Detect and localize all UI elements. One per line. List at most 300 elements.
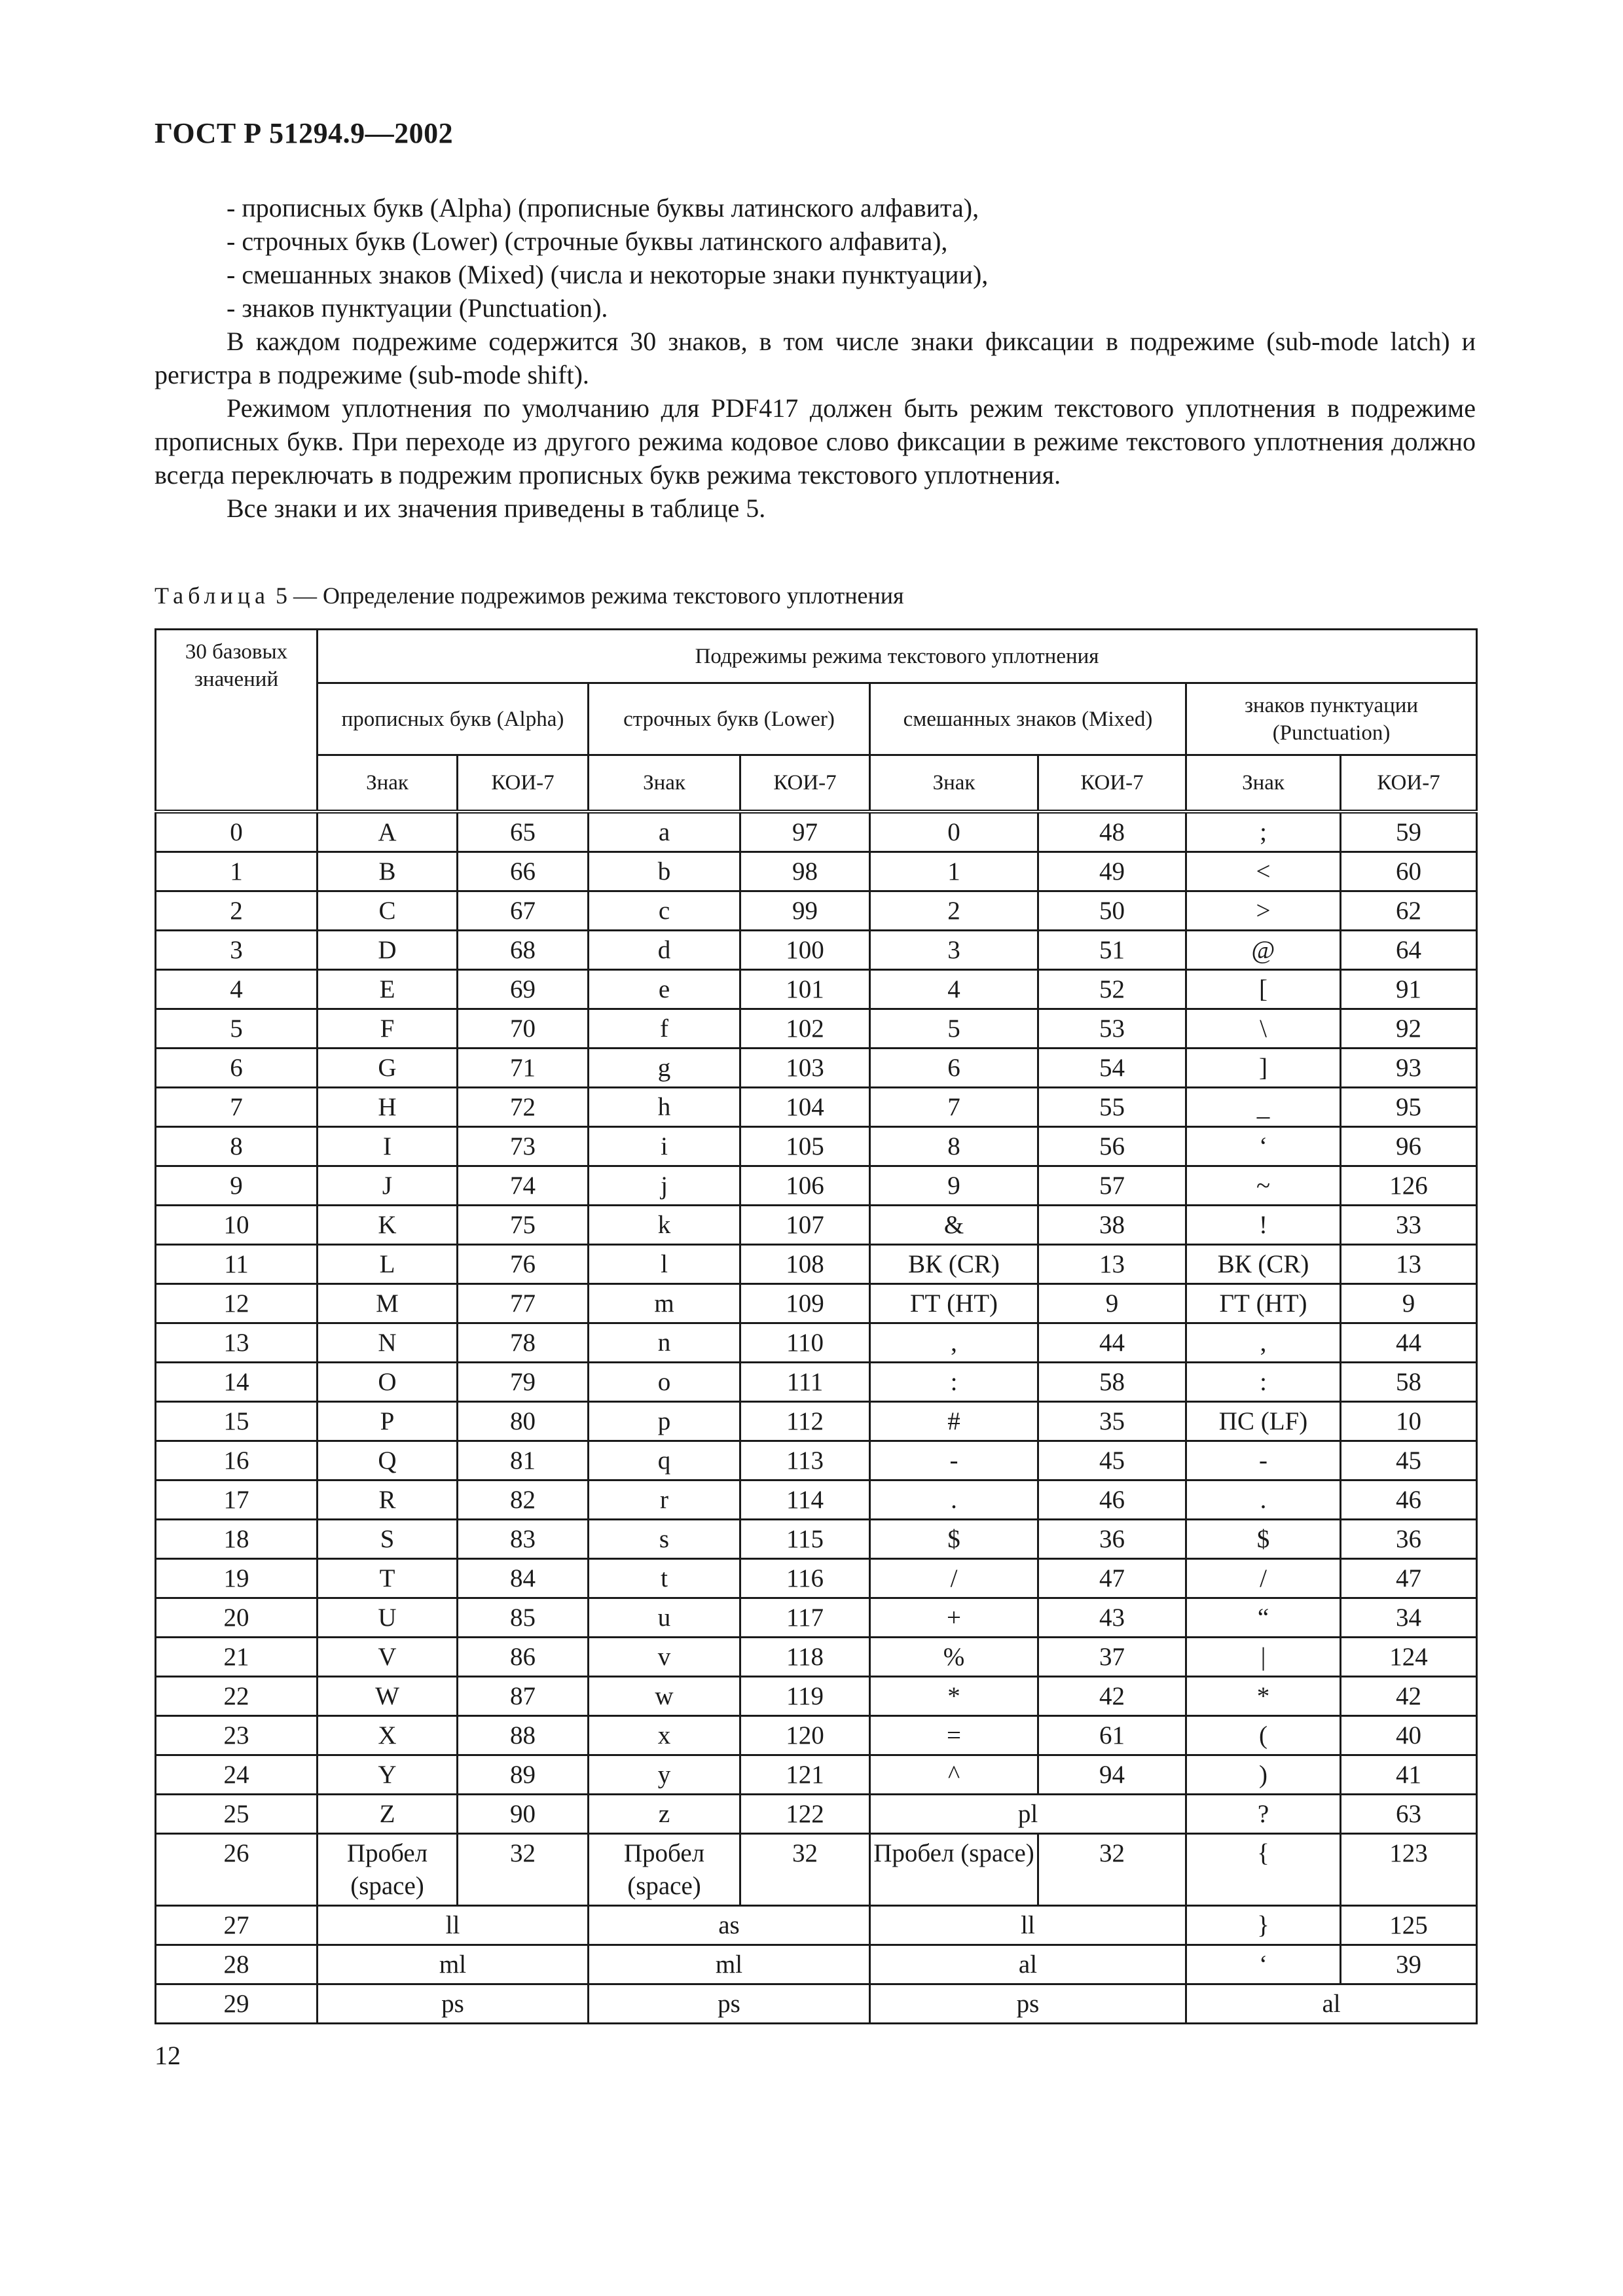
table-cell: | — [1186, 1637, 1341, 1676]
table-cell: 73 — [458, 1126, 589, 1166]
header-alpha-code: КОИ-7 — [458, 755, 589, 812]
table-cell: 84 — [458, 1558, 589, 1598]
table-cell: 64 — [1341, 930, 1477, 969]
table-cell: 76 — [458, 1244, 589, 1283]
table-cell: ml — [589, 1945, 870, 1984]
table-caption-text: 5 — Определение подрежимов режима текстового уплотнения — [269, 583, 904, 609]
table-cell: * — [870, 1676, 1038, 1715]
header-submodes-group: Подрежимы режима текстового уплотнения — [318, 630, 1477, 683]
table-cell: V — [318, 1637, 458, 1676]
table-row — [156, 1048, 1477, 1087]
table-cell: 14 — [156, 1362, 318, 1401]
table-cell: 110 — [740, 1323, 870, 1362]
table-cell: t — [589, 1558, 740, 1598]
table-row — [156, 1598, 1477, 1637]
table-cell: 56 — [1038, 1126, 1186, 1166]
table-cell: M — [318, 1283, 458, 1323]
table-cell: 28 — [156, 1945, 318, 1984]
table-cell: B — [318, 852, 458, 891]
table-row — [156, 1441, 1477, 1480]
table-cell: < — [1186, 852, 1341, 891]
table-row — [156, 1480, 1477, 1519]
table-cell: 92 — [1341, 1009, 1477, 1048]
table-cell: 58 — [1038, 1362, 1186, 1401]
table-cell: R — [318, 1480, 458, 1519]
table-cell: = — [870, 1715, 1038, 1755]
table-row — [156, 1323, 1477, 1362]
table-cell: K — [318, 1205, 458, 1244]
table-cell: - — [1186, 1441, 1341, 1480]
table-cell: 24 — [156, 1755, 318, 1794]
table-cell: 25 — [156, 1794, 318, 1833]
table-cell: 4 — [156, 969, 318, 1009]
table-cell: ВК (CR) — [870, 1244, 1038, 1283]
table-cell: Z — [318, 1794, 458, 1833]
table-cell: “ — [1186, 1598, 1341, 1637]
table-cell: 35 — [1038, 1401, 1186, 1441]
table-cell: 13 — [156, 1323, 318, 1362]
submode-table — [155, 628, 1478, 2024]
table-cell: \ — [1186, 1009, 1341, 1048]
table-cell: N — [318, 1323, 458, 1362]
table-cell: 93 — [1341, 1048, 1477, 1087]
table-body — [156, 812, 1477, 2024]
table-cell: ГТ (HT) — [1186, 1283, 1341, 1323]
table-cell: $ — [1186, 1519, 1341, 1558]
table-cell: 40 — [1341, 1715, 1477, 1755]
table-cell: 105 — [740, 1126, 870, 1166]
body-text — [155, 191, 1476, 525]
table-cell: : — [1186, 1362, 1341, 1401]
table-cell: ; — [1186, 812, 1341, 852]
table-cell: 3 — [870, 930, 1038, 969]
table-cell: 5 — [870, 1009, 1038, 1048]
table-row — [156, 1637, 1477, 1676]
table-cell: X — [318, 1715, 458, 1755]
table-cell: 22 — [156, 1676, 318, 1715]
table-cell: 120 — [740, 1715, 870, 1755]
table-cell: 104 — [740, 1087, 870, 1126]
table-cell: G — [318, 1048, 458, 1087]
table-cell: 34 — [1341, 1598, 1477, 1637]
table-cell: 10 — [156, 1205, 318, 1244]
table-row — [156, 852, 1477, 891]
table-cell: 96 — [1341, 1126, 1477, 1166]
table-cell: 47 — [1038, 1558, 1186, 1598]
table-caption-label: Таблица — [155, 583, 270, 609]
table-cell: 118 — [740, 1637, 870, 1676]
table-cell: 111 — [740, 1362, 870, 1401]
table-cell: 13 — [1341, 1244, 1477, 1283]
table-cell: 124 — [1341, 1637, 1477, 1676]
table-cell: 122 — [740, 1794, 870, 1833]
table-cell: Q — [318, 1441, 458, 1480]
table-cell: H — [318, 1087, 458, 1126]
table-cell: ‘ — [1186, 1945, 1341, 1984]
table-cell: L — [318, 1244, 458, 1283]
table-row — [156, 1794, 1477, 1833]
table-cell: 50 — [1038, 891, 1186, 930]
table-row — [156, 1945, 1477, 1984]
table-cell: 44 — [1341, 1323, 1477, 1362]
table-cell: w — [589, 1676, 740, 1715]
table-cell: , — [870, 1323, 1038, 1362]
table-cell: & — [870, 1205, 1038, 1244]
table-cell: 88 — [458, 1715, 589, 1755]
table-caption — [155, 581, 904, 610]
table-cell: Y — [318, 1755, 458, 1794]
table-cell: - — [870, 1441, 1038, 1480]
list-item-punctuation: - знаков пунктуации (Punctuation). — [227, 293, 608, 323]
table-cell: { — [1186, 1833, 1341, 1905]
table-cell: 98 — [740, 852, 870, 891]
table-row — [156, 1166, 1477, 1205]
list-item-alpha: - прописных букв (Alpha) (прописные буквы латинского алфавита), — [227, 193, 979, 223]
table-cell: 32 — [740, 1833, 870, 1905]
table-cell: 23 — [156, 1715, 318, 1755]
table-cell: 42 — [1038, 1676, 1186, 1715]
table-cell: c — [589, 891, 740, 930]
paragraph-default-mode: Режимом уплотнения по умолчанию для PDF417 должен быть режим текстового уплотнения в подрежиме прописных букв. При переходе из другого режима кодовое слово фиксации в режиме текстового уплотнения должно всегда переключать в подрежим прописных букв режима текстового уплотнения. — [155, 393, 1476, 490]
table-cell: 15 — [156, 1401, 318, 1441]
table-cell: 81 — [458, 1441, 589, 1480]
table-cell: ( — [1186, 1715, 1341, 1755]
table-cell: 100 — [740, 930, 870, 969]
table-cell: q — [589, 1441, 740, 1480]
table-cell: ps — [589, 1984, 870, 2023]
table-cell: a — [589, 812, 740, 852]
table-cell: 97 — [740, 812, 870, 852]
header-base-values: 30 базовых значений — [156, 630, 318, 812]
table-cell: > — [1186, 891, 1341, 930]
table-cell: ~ — [1186, 1166, 1341, 1205]
table-cell: 9 — [1038, 1283, 1186, 1323]
header-mixed-code: КОИ-7 — [1038, 755, 1186, 812]
table-cell: 107 — [740, 1205, 870, 1244]
table-cell: ] — [1186, 1048, 1341, 1087]
table-cell: A — [318, 812, 458, 852]
table-cell: 20 — [156, 1598, 318, 1637]
table-cell: 63 — [1341, 1794, 1477, 1833]
table-cell: 33 — [1341, 1205, 1477, 1244]
table-cell: 52 — [1038, 969, 1186, 1009]
table-cell: l — [589, 1244, 740, 1283]
table-cell: as — [589, 1905, 870, 1945]
table-cell: @ — [1186, 930, 1341, 969]
table-cell: 75 — [458, 1205, 589, 1244]
table-cell: d — [589, 930, 740, 969]
table-cell: 48 — [1038, 812, 1186, 852]
table-cell: W — [318, 1676, 458, 1715]
table-cell: 45 — [1038, 1441, 1186, 1480]
table-cell: 29 — [156, 1984, 318, 2023]
table-cell: 6 — [156, 1048, 318, 1087]
table-cell: 109 — [740, 1283, 870, 1323]
table-cell: 9 — [1341, 1283, 1477, 1323]
table-cell: 7 — [156, 1087, 318, 1126]
table-cell: 47 — [1341, 1558, 1477, 1598]
table-cell: pl — [870, 1794, 1186, 1833]
table-cell: F — [318, 1009, 458, 1048]
table-cell: p — [589, 1401, 740, 1441]
table-cell: 68 — [458, 930, 589, 969]
table-cell: 94 — [1038, 1755, 1186, 1794]
table-cell: al — [870, 1945, 1186, 1984]
table-cell: k — [589, 1205, 740, 1244]
table-row — [156, 1244, 1477, 1283]
table-cell: T — [318, 1558, 458, 1598]
table-cell: . — [1186, 1480, 1341, 1519]
table-cell: 12 — [156, 1283, 318, 1323]
table-cell: 36 — [1038, 1519, 1186, 1558]
header-mixed-sign: Знак — [870, 755, 1038, 812]
table-row — [156, 1519, 1477, 1558]
table-cell: , — [1186, 1323, 1341, 1362]
table-cell: j — [589, 1166, 740, 1205]
table-cell: 0 — [870, 812, 1038, 852]
table-cell: 80 — [458, 1401, 589, 1441]
table-cell: 51 — [1038, 930, 1186, 969]
table-cell: 2 — [156, 891, 318, 930]
table-cell: 13 — [1038, 1244, 1186, 1283]
table-cell: 38 — [1038, 1205, 1186, 1244]
table-cell: 57 — [1038, 1166, 1186, 1205]
table-cell: 102 — [740, 1009, 870, 1048]
table-cell: 114 — [740, 1480, 870, 1519]
table-row — [156, 1009, 1477, 1048]
header-lower-code: КОИ-7 — [740, 755, 870, 812]
table-cell: 95 — [1341, 1087, 1477, 1126]
table-cell: P — [318, 1401, 458, 1441]
table-row — [156, 1905, 1477, 1945]
table-cell: 65 — [458, 812, 589, 852]
table-cell: 59 — [1341, 812, 1477, 852]
table-cell: f — [589, 1009, 740, 1048]
table-cell: 60 — [1341, 852, 1477, 891]
table-cell: 106 — [740, 1166, 870, 1205]
table-cell: 115 — [740, 1519, 870, 1558]
table-cell: 112 — [740, 1401, 870, 1441]
paragraph-submode-content: В каждом подрежиме содержится 30 знаков, в том числе знаки фиксации в подрежиме (sub-mode latch) и регистра в подрежиме (sub-mode shift). — [155, 327, 1476, 389]
table-cell: g — [589, 1048, 740, 1087]
table-cell: 0 — [156, 812, 318, 852]
table-cell: ps — [318, 1984, 589, 2023]
table-cell: ! — [1186, 1205, 1341, 1244]
table-cell: 116 — [740, 1558, 870, 1598]
table-cell: 72 — [458, 1087, 589, 1126]
table-cell: ? — [1186, 1794, 1341, 1833]
table-cell: b — [589, 852, 740, 891]
table-cell: 27 — [156, 1905, 318, 1945]
table-cell: 103 — [740, 1048, 870, 1087]
table-cell: ГТ (HT) — [870, 1283, 1038, 1323]
table-cell: 41 — [1341, 1755, 1477, 1794]
paragraph-table-reference: Все знаки и их значения приведены в таблице 5. — [227, 493, 766, 523]
table-cell: S — [318, 1519, 458, 1558]
table-cell: 32 — [458, 1833, 589, 1905]
list-item-mixed: - смешанных знаков (Mixed) (числа и некоторые знаки пунктуации), — [227, 260, 989, 289]
table-cell: 2 — [870, 891, 1038, 930]
table-cell: / — [1186, 1558, 1341, 1598]
header-alpha-sign: Знак — [318, 755, 458, 812]
table-cell: 1 — [156, 852, 318, 891]
table-cell: 108 — [740, 1244, 870, 1283]
table-cell: 101 — [740, 969, 870, 1009]
table-row — [156, 1755, 1477, 1794]
header-submode-mixed: смешанных знаков (Mixed) — [870, 683, 1186, 755]
table-cell: 89 — [458, 1755, 589, 1794]
table-cell: ПС (LF) — [1186, 1401, 1341, 1441]
table-cell: 43 — [1038, 1598, 1186, 1637]
table-cell: 8 — [156, 1126, 318, 1166]
table-cell: 54 — [1038, 1048, 1186, 1087]
table-row — [156, 891, 1477, 930]
table-cell: 18 — [156, 1519, 318, 1558]
table-cell: D — [318, 930, 458, 969]
table-cell: ml — [318, 1945, 589, 1984]
table-cell: 36 — [1341, 1519, 1477, 1558]
table-cell: m — [589, 1283, 740, 1323]
table-cell: 99 — [740, 891, 870, 930]
table-cell: 3 — [156, 930, 318, 969]
table-cell: E — [318, 969, 458, 1009]
document-header: ГОСТ Р 51294.9—2002 — [155, 117, 454, 149]
table-cell: 39 — [1341, 1945, 1477, 1984]
table-cell: o — [589, 1362, 740, 1401]
table-cell: 83 — [458, 1519, 589, 1558]
table-cell: z — [589, 1794, 740, 1833]
table-cell: 77 — [458, 1283, 589, 1323]
table-cell: 9 — [870, 1166, 1038, 1205]
table-cell: 67 — [458, 891, 589, 930]
table-cell: 85 — [458, 1598, 589, 1637]
table-cell: 71 — [458, 1048, 589, 1087]
table-cell: 6 — [870, 1048, 1038, 1087]
table-cell: 79 — [458, 1362, 589, 1401]
table-cell: ‘ — [1186, 1126, 1341, 1166]
table-cell: U — [318, 1598, 458, 1637]
header-lower-sign: Знак — [589, 755, 740, 812]
table-cell: 1 — [870, 852, 1038, 891]
table-cell: u — [589, 1598, 740, 1637]
table-cell: 87 — [458, 1676, 589, 1715]
table-cell: s — [589, 1519, 740, 1558]
table-cell: : — [870, 1362, 1038, 1401]
table-row — [156, 812, 1477, 852]
table-cell: 53 — [1038, 1009, 1186, 1048]
table-row — [156, 1984, 1477, 2023]
table-cell: 91 — [1341, 969, 1477, 1009]
table-cell: 46 — [1038, 1480, 1186, 1519]
table-cell: O — [318, 1362, 458, 1401]
table-cell: 32 — [1038, 1833, 1186, 1905]
table-cell: 37 — [1038, 1637, 1186, 1676]
table-cell: 44 — [1038, 1323, 1186, 1362]
table-row — [156, 1205, 1477, 1244]
table-cell: 21 — [156, 1637, 318, 1676]
table-cell: ВК (CR) — [1186, 1244, 1341, 1283]
table-cell: n — [589, 1323, 740, 1362]
table-cell: v — [589, 1637, 740, 1676]
table-cell: 117 — [740, 1598, 870, 1637]
table-cell: } — [1186, 1905, 1341, 1945]
table-cell: 26 — [156, 1833, 318, 1905]
table-cell: * — [1186, 1676, 1341, 1715]
table-cell: 46 — [1341, 1480, 1477, 1519]
table-cell: 7 — [870, 1087, 1038, 1126]
table-row — [156, 969, 1477, 1009]
table-cell: 58 — [1341, 1362, 1477, 1401]
table-cell: 113 — [740, 1441, 870, 1480]
table-row — [156, 1833, 1477, 1905]
table-cell: ps — [870, 1984, 1186, 2023]
table-cell: J — [318, 1166, 458, 1205]
table-cell: _ — [1186, 1087, 1341, 1126]
table-cell: 10 — [1341, 1401, 1477, 1441]
table-cell: 90 — [458, 1794, 589, 1833]
table-cell: 11 — [156, 1244, 318, 1283]
table-cell: 70 — [458, 1009, 589, 1048]
table-cell: [ — [1186, 969, 1341, 1009]
table-cell: 42 — [1341, 1676, 1477, 1715]
table-cell: . — [870, 1480, 1038, 1519]
table-cell: 86 — [458, 1637, 589, 1676]
table-row — [156, 1087, 1477, 1126]
header-punct-code: КОИ-7 — [1341, 755, 1477, 812]
table-row — [156, 1126, 1477, 1166]
table-cell: 8 — [870, 1126, 1038, 1166]
table-cell: 126 — [1341, 1166, 1477, 1205]
table-cell: e — [589, 969, 740, 1009]
table-cell: 125 — [1341, 1905, 1477, 1945]
page-number: 12 — [155, 2041, 181, 2070]
table-row — [156, 1283, 1477, 1323]
table-cell: 78 — [458, 1323, 589, 1362]
table-cell: 66 — [458, 852, 589, 891]
table-cell: 9 — [156, 1166, 318, 1205]
table-cell: # — [870, 1401, 1038, 1441]
table-cell: 16 — [156, 1441, 318, 1480]
table-cell: h — [589, 1087, 740, 1126]
table-cell: Пробел (space) — [318, 1833, 458, 1905]
table-cell: + — [870, 1598, 1038, 1637]
table-row — [156, 1362, 1477, 1401]
table-row — [156, 1558, 1477, 1598]
table-cell: al — [1186, 1984, 1477, 2023]
header-submode-punctuation: знаков пунктуации (Punctuation) — [1186, 683, 1477, 755]
table-cell: $ — [870, 1519, 1038, 1558]
header-submode-alpha: прописных букв (Alpha) — [318, 683, 589, 755]
table-cell: 121 — [740, 1755, 870, 1794]
table-cell: 5 — [156, 1009, 318, 1048]
table-cell: 17 — [156, 1480, 318, 1519]
table-cell: 55 — [1038, 1087, 1186, 1126]
table-row — [156, 1676, 1477, 1715]
table-row — [156, 1715, 1477, 1755]
table-cell: y — [589, 1755, 740, 1794]
table-cell: ) — [1186, 1755, 1341, 1794]
header-punct-sign: Знак — [1186, 755, 1341, 812]
table-cell: C — [318, 891, 458, 930]
table-cell: 49 — [1038, 852, 1186, 891]
table-cell: 4 — [870, 969, 1038, 1009]
table-cell: 69 — [458, 969, 589, 1009]
header-submode-lower: строчных букв (Lower) — [589, 683, 870, 755]
table-cell: ll — [870, 1905, 1186, 1945]
table-cell: / — [870, 1558, 1038, 1598]
table-cell: 74 — [458, 1166, 589, 1205]
table-cell: ^ — [870, 1755, 1038, 1794]
